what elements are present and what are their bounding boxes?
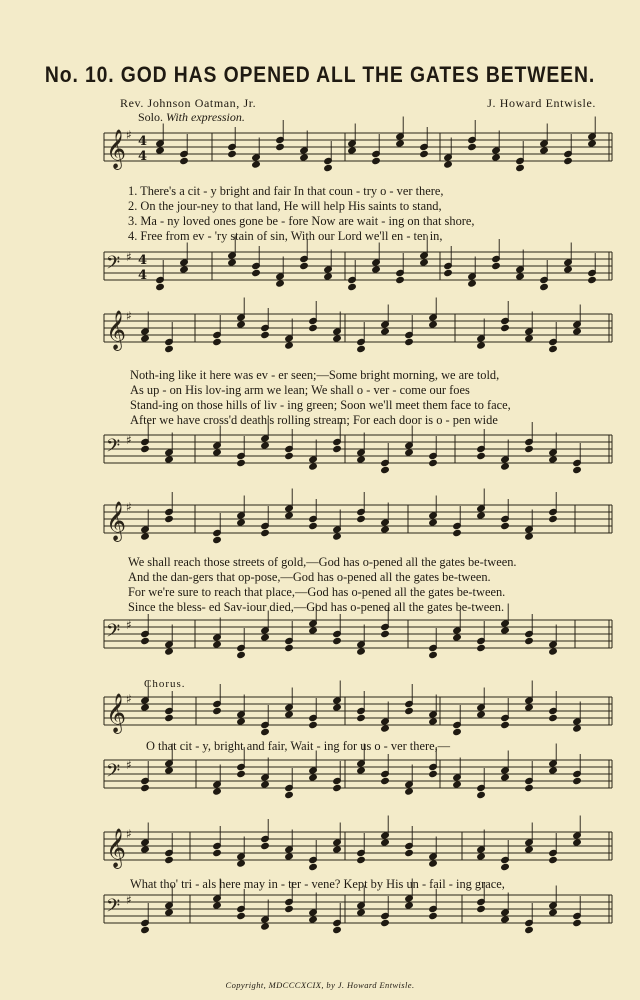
note-head [429, 519, 438, 526]
note-head [357, 909, 366, 916]
note-head [237, 321, 246, 328]
note-head [213, 707, 222, 714]
note-head [429, 770, 438, 777]
verse-line-5: Noth-ing like it here was ev - er seen;—Some bright morning, we are told, [130, 368, 500, 382]
chorus-marking: Chorus. [144, 678, 186, 690]
verse-line-1: 1. There's a cit - y bright and fair In that coun - try o - ver there, [128, 184, 444, 198]
treble-clef-icon: 𝄞 [106, 828, 127, 868]
note-head [333, 445, 342, 452]
note-head [237, 860, 246, 867]
note-head [357, 515, 366, 522]
note-head [285, 644, 294, 651]
note-head [573, 725, 582, 732]
note-head [516, 273, 525, 280]
staff-lines [104, 133, 612, 923]
note-head [213, 902, 222, 909]
note-head [468, 280, 477, 287]
note-head [333, 926, 342, 933]
note-head [357, 856, 366, 863]
note-head [348, 283, 357, 290]
note-head [333, 846, 342, 853]
note-head [381, 725, 390, 732]
note-head [141, 926, 150, 933]
chorus-line-1: O that cit - y, bright and fair, Wait - ing for us o - ver there,— [146, 739, 451, 753]
note-head [501, 324, 510, 331]
note-head [420, 259, 429, 266]
note-head [381, 630, 390, 637]
note-head [429, 912, 438, 919]
note-head [309, 627, 318, 634]
note-head [453, 634, 462, 641]
note-head [165, 648, 174, 655]
note-head [477, 342, 486, 349]
note-head [588, 140, 597, 147]
sharp-icon: ♯ [126, 500, 132, 514]
note-head [237, 718, 246, 725]
note-head [309, 324, 318, 331]
note-head [261, 842, 270, 849]
note-head [165, 345, 174, 352]
sharp-icon: ♯ [126, 758, 132, 772]
note-head [453, 728, 462, 735]
note-head [477, 452, 486, 459]
note-head [285, 342, 294, 349]
note-head [453, 529, 462, 536]
note-head [309, 721, 318, 728]
note-head [381, 839, 390, 846]
note-head [405, 849, 414, 856]
note-head [501, 463, 510, 470]
note-head [333, 533, 342, 540]
note-head [261, 781, 270, 788]
note-head [309, 463, 318, 470]
note-head [261, 634, 270, 641]
note-head [429, 651, 438, 658]
note-head [213, 641, 222, 648]
composer-credit: J. Howard Entwisle. [487, 96, 596, 110]
note-head [525, 445, 534, 452]
sharp-icon: ♯ [126, 128, 132, 142]
note-head [141, 846, 150, 853]
note-head [324, 273, 333, 280]
note-head [453, 781, 462, 788]
bass-clef-icon: 𝄢 [106, 621, 121, 646]
note-head [333, 784, 342, 791]
hymn-title: No. 10. GOD HAS OPENED ALL THE GATES BETWEEN. [44, 62, 596, 87]
verse-line-4: 4. Free from ev - 'ry stain of sin, With our Lord we'll en - ter in, [128, 229, 443, 243]
verse-line-8: After we have cross'd death's rolling stream; For each door is o - pen wide [130, 413, 498, 427]
note-head [372, 157, 381, 164]
note-head [285, 791, 294, 798]
note-head [492, 154, 501, 161]
verse-line-7: Stand-ing on those hills of liv - ing green; Soon we'll meet them face to face, [130, 398, 511, 412]
verse-line-2: 2. On the jour-ney to that land, He will help His saints to stand, [128, 199, 442, 213]
note-head [501, 774, 510, 781]
note-head [165, 714, 174, 721]
time-signature-bottom: 4 [138, 268, 148, 283]
note-head [444, 161, 453, 168]
note-head [261, 331, 270, 338]
note-head [501, 522, 510, 529]
note-head [444, 269, 453, 276]
expression-marking: With expression. [166, 110, 245, 124]
note-head [477, 512, 486, 519]
note-head [405, 449, 414, 456]
note-head [573, 777, 582, 784]
note-head [564, 157, 573, 164]
note-head [357, 648, 366, 655]
note-head [237, 519, 246, 526]
note-head [549, 767, 558, 774]
note-head [213, 449, 222, 456]
note-head [549, 648, 558, 655]
note-head [549, 456, 558, 463]
note-head [381, 526, 390, 533]
treble-clef-icon: 𝄞 [106, 693, 127, 733]
note-head [573, 466, 582, 473]
note-head [405, 902, 414, 909]
note-head [549, 909, 558, 916]
note-head [357, 714, 366, 721]
note-head [213, 788, 222, 795]
note-head [141, 784, 150, 791]
note-head [429, 459, 438, 466]
note-head [348, 147, 357, 154]
note-head [405, 788, 414, 795]
note-head [549, 714, 558, 721]
sharp-icon: ♯ [126, 433, 132, 447]
note-head [501, 916, 510, 923]
note-head [420, 150, 429, 157]
verse-line-6: As up - on His lov-ing arm we lean; We shall o - ver - come our foes [130, 383, 470, 397]
time-signature-bottom: 4 [138, 149, 148, 164]
note-head [141, 533, 150, 540]
chorus-line-2: What tho' tri - als here may in - ter - vene? Kept by His un - fail - ing grace, [130, 877, 505, 891]
note-head [165, 515, 174, 522]
note-head [261, 529, 270, 536]
note-head [285, 853, 294, 860]
note-head [261, 728, 270, 735]
note-head [525, 637, 534, 644]
time-signature-top: 4 [138, 134, 148, 149]
note-head [549, 856, 558, 863]
note-head [516, 164, 525, 171]
copyright-footer: Copyright, MDCCCXCIX, by J. Howard Entwisle. [225, 980, 415, 990]
note-head [300, 154, 309, 161]
note-head [477, 711, 486, 718]
note-head [501, 627, 510, 634]
note-head [309, 774, 318, 781]
clefs [106, 128, 132, 921]
note-head [396, 276, 405, 283]
note-head [156, 147, 165, 154]
note-head [285, 512, 294, 519]
note-head [492, 262, 501, 269]
note-head [549, 515, 558, 522]
sharp-icon: ♯ [126, 250, 132, 264]
note-head [501, 863, 510, 870]
note-head [429, 860, 438, 867]
note-head [261, 442, 270, 449]
note-head [429, 321, 438, 328]
note-head [165, 856, 174, 863]
lyricist-credit: Rev. Johnson Oatman, Jr. [120, 96, 257, 110]
note-head [333, 704, 342, 711]
sharp-icon: ♯ [126, 309, 132, 323]
note-head [141, 704, 150, 711]
note-head [228, 259, 237, 266]
note-head [141, 637, 150, 644]
bar-lines [104, 133, 612, 923]
note-head [276, 280, 285, 287]
time-signature-top: 4 [138, 253, 148, 268]
solo-label: Solo. [138, 110, 164, 124]
note-head [588, 276, 597, 283]
refrain-line-4: Since the bless- ed Sav-iour died,—God has o-pened all the gates be-tween. [128, 600, 505, 614]
note-head [309, 863, 318, 870]
bass-clef-icon: 𝄢 [106, 253, 121, 278]
treble-clef-icon: 𝄞 [106, 501, 127, 541]
sharp-icon: ♯ [126, 827, 132, 841]
note-head [141, 445, 150, 452]
note-head [525, 846, 534, 853]
note-head [165, 767, 174, 774]
bass-clef-icon: 𝄢 [106, 896, 121, 921]
note-head [285, 452, 294, 459]
note-head [372, 266, 381, 273]
bass-clef-icon: 𝄢 [106, 436, 121, 461]
note-head [573, 919, 582, 926]
refrain-line-2: And the dan-gers that op-pose,—God has o-pened all the gates be-tween. [128, 570, 491, 584]
note-head [429, 718, 438, 725]
note-head [213, 536, 222, 543]
note-head [333, 335, 342, 342]
note-head [573, 839, 582, 846]
note-head [252, 269, 261, 276]
note-head [540, 283, 549, 290]
verse-line-3: 3. Ma - ny loved ones gone be - fore Now are wait - ing on that shore, [128, 214, 475, 228]
note-head [300, 262, 309, 269]
note-head [540, 147, 549, 154]
note-head [525, 784, 534, 791]
note-head [141, 335, 150, 342]
bass-clef-icon: 𝄢 [106, 761, 121, 786]
note-head [468, 143, 477, 150]
note-head [381, 328, 390, 335]
note-head [237, 651, 246, 658]
note-head [237, 912, 246, 919]
note-head [501, 721, 510, 728]
note-head [477, 905, 486, 912]
note-head [285, 711, 294, 718]
refrain-line-3: For we're sure to reach that place,—God has o-pened all the gates be-tween. [128, 585, 506, 599]
note-head [156, 283, 165, 290]
note-head [477, 853, 486, 860]
note-head [180, 157, 189, 164]
note-head [165, 456, 174, 463]
note-head [405, 338, 414, 345]
note-head [309, 522, 318, 529]
note-head [252, 161, 261, 168]
note-head [525, 926, 534, 933]
note-head [180, 266, 189, 273]
note-head [477, 644, 486, 651]
note-head [549, 345, 558, 352]
note-head [573, 328, 582, 335]
note-head [309, 916, 318, 923]
note-head [333, 637, 342, 644]
note-head [405, 707, 414, 714]
note-head [165, 909, 174, 916]
treble-clef-icon: 𝄞 [106, 129, 127, 169]
note-head [381, 466, 390, 473]
note-head [237, 770, 246, 777]
note-head [357, 456, 366, 463]
note-head [276, 143, 285, 150]
treble-clef-icon: 𝄞 [106, 310, 127, 350]
note-head [396, 140, 405, 147]
note-head [285, 905, 294, 912]
sharp-icon: ♯ [126, 618, 132, 632]
note-head [525, 335, 534, 342]
note-head [324, 164, 333, 171]
sharp-icon: ♯ [126, 893, 132, 907]
note-head [525, 533, 534, 540]
note-head [228, 150, 237, 157]
note-head [213, 849, 222, 856]
note-head [381, 777, 390, 784]
note-head [213, 338, 222, 345]
note-head [477, 791, 486, 798]
note-head [564, 266, 573, 273]
note-head [525, 704, 534, 711]
note-head [381, 919, 390, 926]
sharp-icon: ♯ [126, 692, 132, 706]
note-head [261, 923, 270, 930]
note-head [237, 459, 246, 466]
note-head [357, 767, 366, 774]
refrain-line-1: We shall reach those streets of gold,—God has o-pened all the gates be-tween. [128, 555, 517, 569]
note-head [357, 345, 366, 352]
